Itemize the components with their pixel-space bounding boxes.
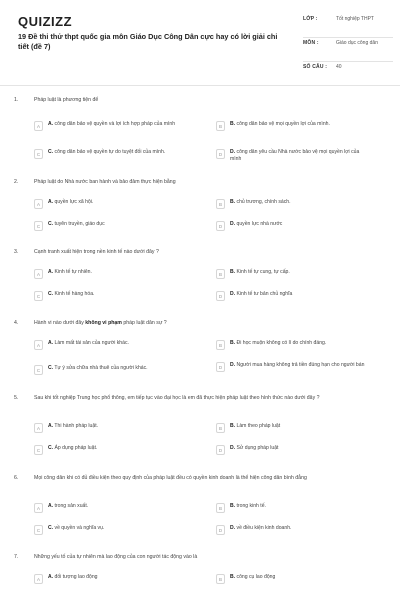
option-text: A. Kinh tế tự nhiên. — [48, 269, 92, 275]
option-d[interactable] — [216, 362, 370, 372]
option-a[interactable] — [34, 423, 188, 433]
meta-row-subject — [303, 38, 393, 62]
option-letter-box: C — [34, 221, 43, 231]
option-letter-box: D — [216, 291, 225, 301]
option-text: D. Kinh tế tư bản chủ nghĩa — [230, 291, 293, 297]
option-letter-box: A — [34, 199, 43, 209]
option-a[interactable] — [34, 503, 188, 513]
option-c[interactable] — [34, 525, 188, 535]
question-number: 5. — [14, 395, 19, 401]
meta-key: MÔN : — [303, 40, 319, 46]
option-text: C. Tự ý sửa chữa nhà thuê của người khác. — [48, 365, 148, 371]
option-text: A. đối tượng lao động — [48, 574, 98, 580]
option-letter-box: B — [216, 340, 225, 350]
option-text: B. công dân bảo vệ mọi quyền lợi của mình. — [230, 121, 330, 127]
meta-row-count — [303, 62, 393, 76]
option-text: B. Kinh tế tự cung, tự cấp. — [230, 269, 290, 275]
option-letter-box: D — [216, 525, 225, 535]
option-a[interactable] — [34, 340, 188, 350]
option-d[interactable] — [216, 291, 370, 301]
option-letter-box: C — [34, 445, 43, 455]
option-b[interactable] — [216, 199, 370, 209]
meta-value: 40 — [336, 64, 342, 70]
option-b[interactable] — [216, 340, 370, 350]
option-text: C. công dân bảo vệ quyền tự do tuyệt đối của mình. — [48, 149, 166, 155]
option-b[interactable] — [216, 503, 370, 513]
option-text: C. Kinh tế hàng hóa. — [48, 291, 95, 297]
option-letter-box: C — [34, 525, 43, 535]
option-letter-box: A — [34, 269, 43, 279]
option-letter-box: C — [34, 291, 43, 301]
emphasis-text: không vi phạm — [85, 320, 122, 326]
option-text: B. chủ trương, chính sách. — [230, 199, 291, 205]
option-c[interactable] — [34, 221, 188, 231]
question-text: Pháp luật do Nhà nước ban hành và bảo đảm thực hiện bằng — [34, 179, 176, 185]
option-letter-box: B — [216, 503, 225, 513]
option-letter-box: D — [216, 221, 225, 231]
option-a[interactable] — [34, 121, 188, 131]
option-c[interactable] — [34, 291, 188, 301]
option-text: D. Người mua hàng không trả tiền đúng hạn cho người bán — [230, 362, 365, 368]
option-text: A. trong sản xuất. — [48, 503, 89, 509]
option-letter-box: B — [216, 199, 225, 209]
question-number: 1. — [14, 97, 19, 103]
option-text: B. Đi học muộn không có lí do chính đáng. — [230, 340, 327, 346]
option-letter-box: D — [216, 149, 225, 159]
option-text: C. về quyền và nghĩa vụ. — [48, 525, 105, 531]
option-letter-box: B — [216, 423, 225, 433]
option-text: D. về điều kiện kinh doanh. — [230, 525, 292, 531]
option-b[interactable] — [216, 574, 370, 584]
option-text: B. công cụ lao động — [230, 574, 276, 580]
option-d[interactable] — [216, 221, 370, 231]
meta-key: SỐ CÂU : — [303, 64, 328, 70]
option-letter-box: A — [34, 340, 43, 350]
question-number: 4. — [14, 320, 19, 326]
question-text: Sau khi tốt nghiệp Trung học phổ thông, em tiếp tục vào đại học là em đã thực hiện pháp luật theo hình thức nào dưới đây ? — [34, 395, 320, 401]
option-letter-box: B — [216, 574, 225, 584]
header-divider — [0, 85, 400, 86]
quizizz-logo: QUIZIZZ — [18, 14, 73, 29]
option-d[interactable] — [216, 525, 370, 535]
option-letter-box: A — [34, 121, 43, 131]
option-c[interactable] — [34, 445, 188, 455]
option-letter-box: C — [34, 365, 43, 375]
page-title: 19 Đề thi thử thpt quốc gia môn Giáo Dục Công Dân cực hay có lời giải chi tiết (đề 7) — [18, 32, 278, 51]
option-b[interactable] — [216, 423, 370, 433]
option-d[interactable] — [216, 149, 370, 164]
option-text: D. Sử dụng pháp luật — [230, 445, 279, 451]
option-text: B. trong kinh tế. — [230, 503, 266, 509]
question-text: Những yếu tố của tự nhiên mà lao động của con người tác động vào là — [34, 554, 198, 560]
meta-key: LỚP : — [303, 16, 318, 22]
option-a[interactable] — [34, 574, 188, 584]
option-letter-box: D — [216, 362, 225, 372]
option-text: C. tuyên truyền, giáo dục — [48, 221, 105, 227]
question-number: 3. — [14, 249, 19, 255]
option-letter-box: B — [216, 269, 225, 279]
question-text: Hành vi nào dưới đây không vi phạm pháp luật dân sự ? — [34, 320, 167, 326]
option-a[interactable] — [34, 269, 188, 279]
meta-table — [303, 14, 393, 76]
page-header — [0, 0, 400, 85]
question-number: 7. — [14, 554, 19, 560]
option-b[interactable] — [216, 269, 370, 279]
meta-value: Giáo dục công dân — [336, 40, 378, 46]
option-text: A. Thi hành pháp luật. — [48, 423, 99, 429]
meta-row-class — [303, 14, 393, 38]
option-letter-box: B — [216, 121, 225, 131]
option-letter-box: A — [34, 574, 43, 584]
question-number: 6. — [14, 475, 19, 481]
option-b[interactable] — [216, 121, 370, 131]
question-number: 2. — [14, 179, 19, 185]
question-text: Pháp luật là phương tiện để — [34, 97, 99, 103]
option-text: B. Làm theo pháp luật — [230, 423, 281, 429]
option-letter-box: C — [34, 149, 43, 159]
question-text: Mọi công dân khi có đủ điều kiện theo quy định của pháp luật đều có quyền kinh doanh là thể hiện công dân bình đẳng — [34, 475, 307, 481]
option-text: D. quyền lực nhà nước — [230, 221, 283, 227]
option-d[interactable] — [216, 445, 370, 455]
option-c[interactable] — [34, 149, 188, 159]
option-text: A. quyền lực xã hội. — [48, 199, 94, 205]
option-letter-box: A — [34, 423, 43, 433]
meta-value: Tốt nghiệp THPT — [336, 16, 374, 22]
option-letter-box: D — [216, 445, 225, 455]
option-text: D. công dân yêu cầu Nhà nước bảo vệ mọi quyền lợi của mình — [230, 149, 360, 163]
option-letter-box: A — [34, 503, 43, 513]
option-text: A. Làm mất tài sản của người khác. — [48, 340, 129, 346]
question-text: Cạnh tranh xuất hiện trong nền kinh tế nào dưới đây ? — [34, 249, 159, 255]
option-c[interactable] — [34, 365, 188, 375]
option-text: A. công dân bảo vệ quyền và lợi ích hợp pháp của mình — [48, 121, 176, 127]
option-a[interactable] — [34, 199, 188, 209]
option-text: C. Áp dụng pháp luật. — [48, 445, 98, 451]
